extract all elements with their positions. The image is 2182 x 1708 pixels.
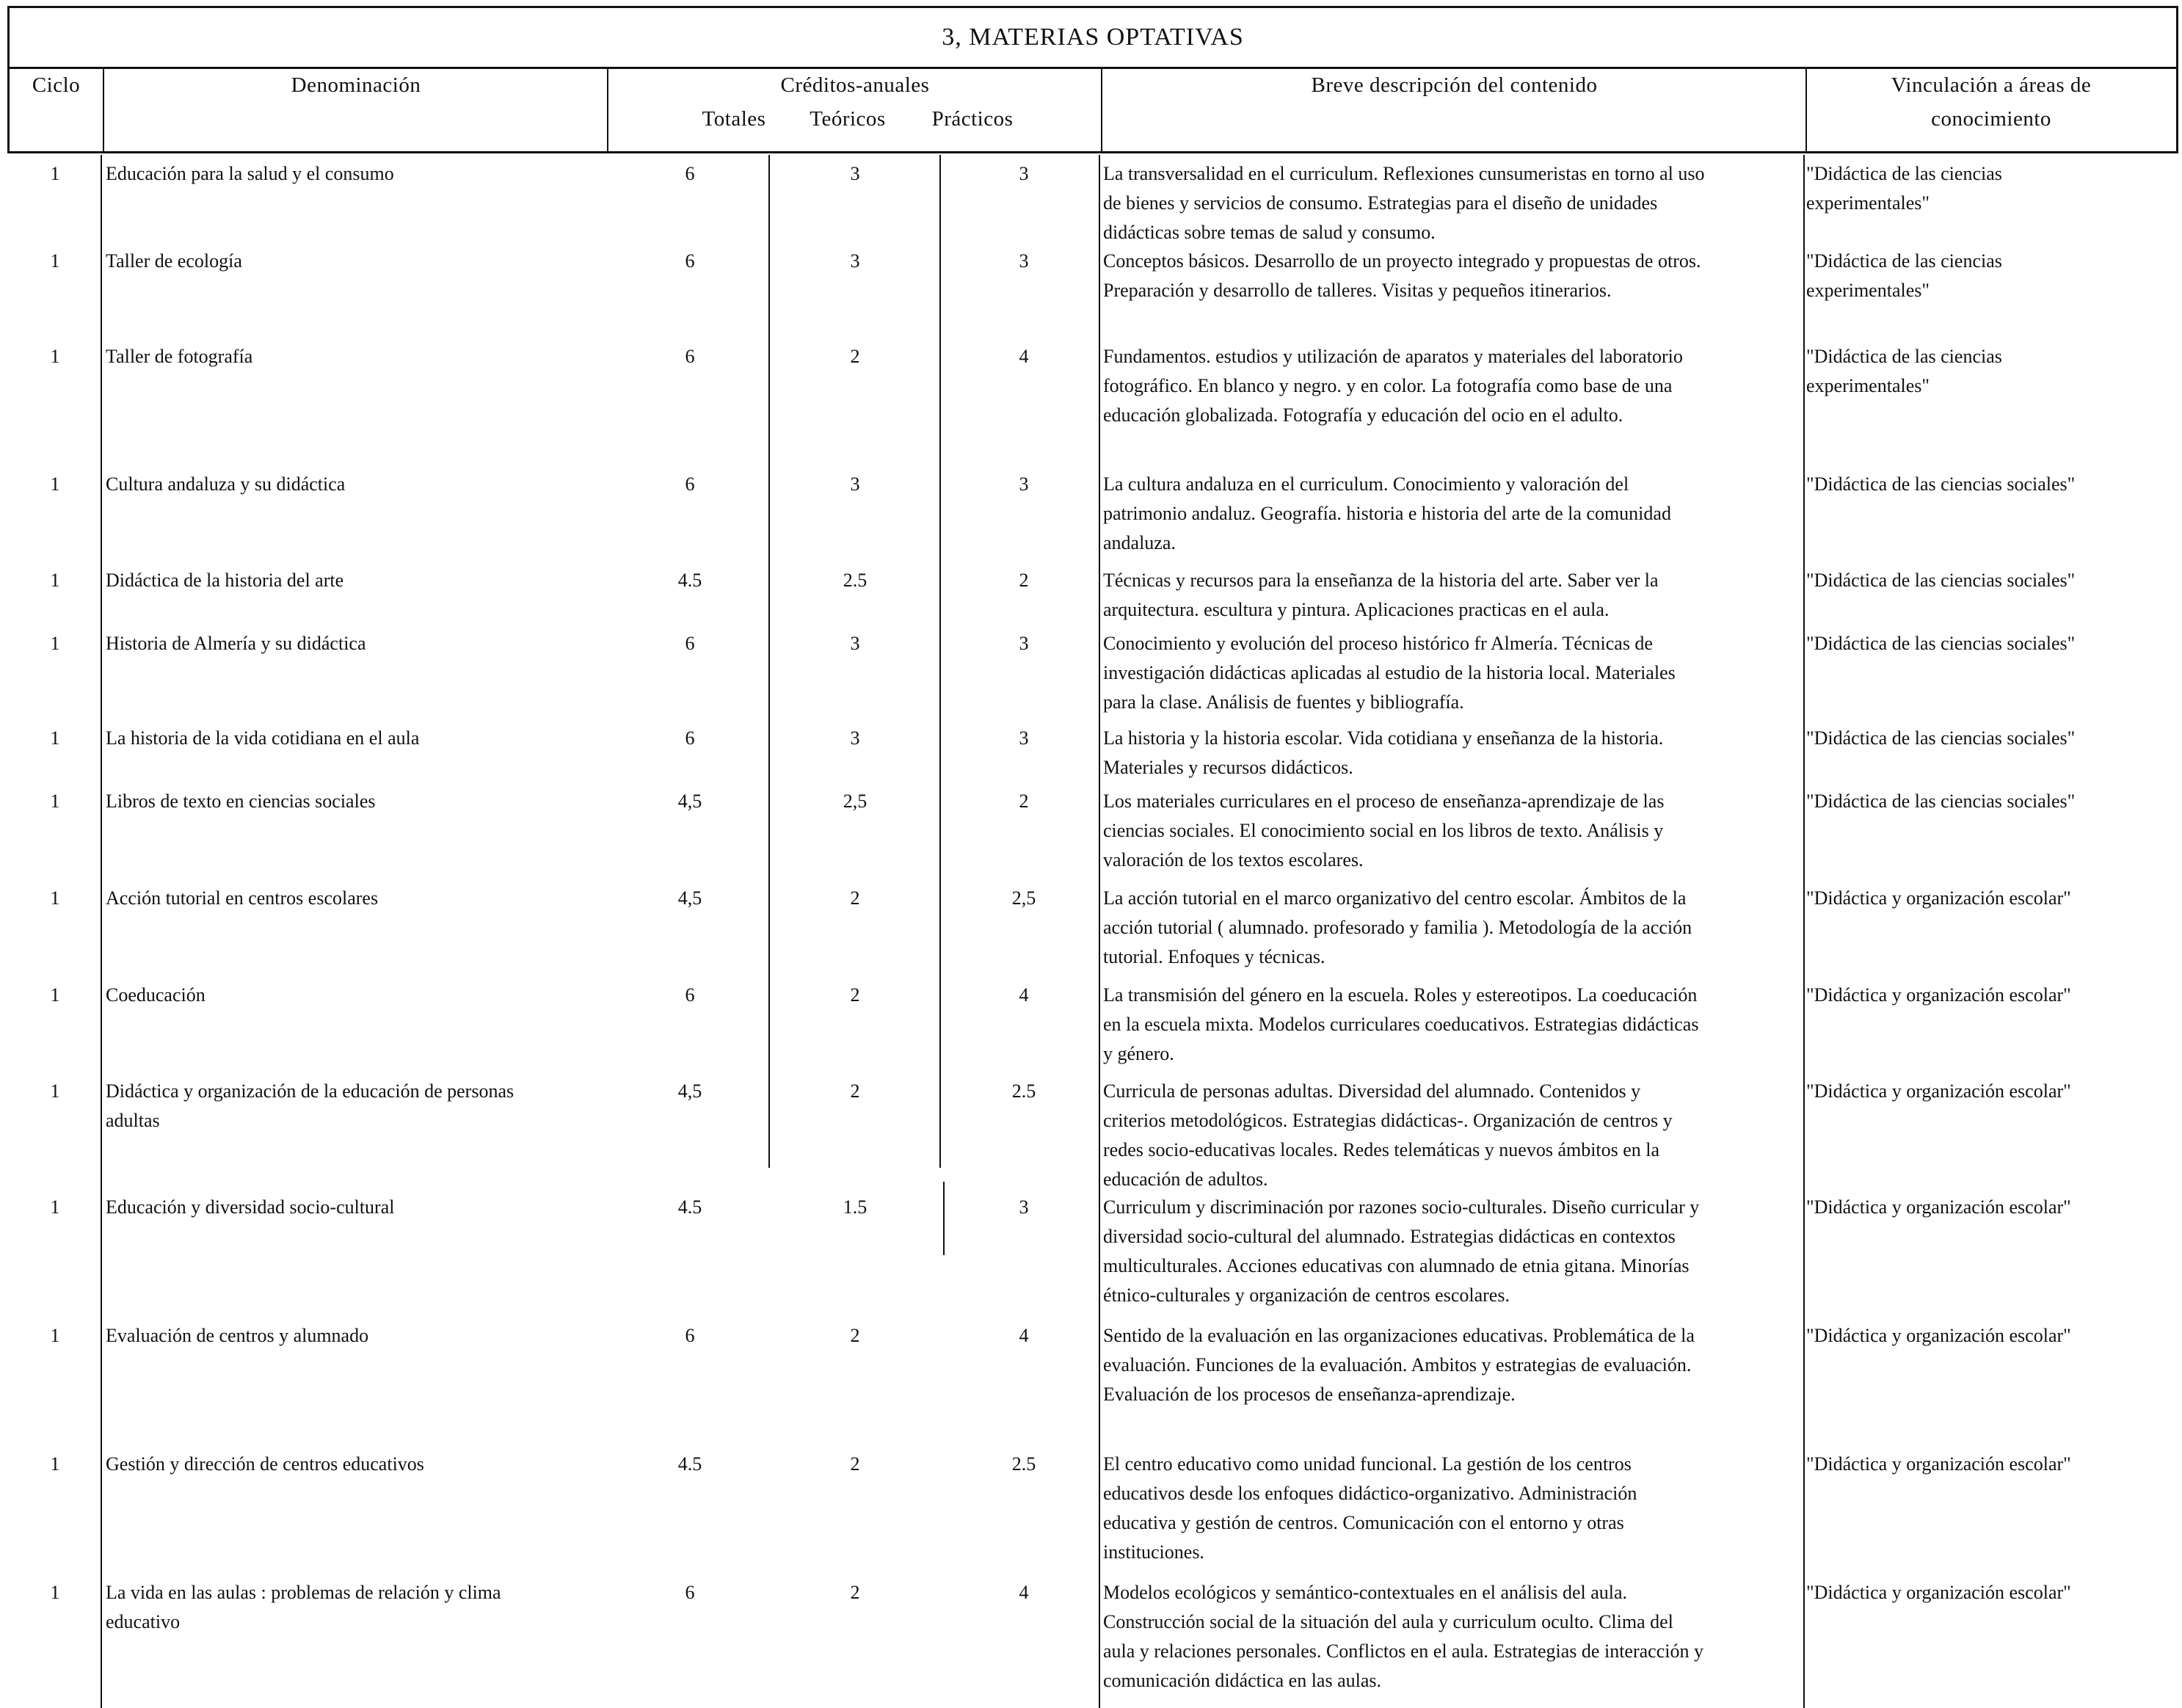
cell-totales: 6 bbox=[685, 727, 695, 749]
cell-ciclo: 1 bbox=[50, 1325, 60, 1346]
cell-teoricos: 2.5 bbox=[843, 570, 868, 591]
cell-vinculacion: "Didáctica de las ciencias sociales" bbox=[1806, 570, 2076, 591]
cell-descripcion: Curricula de personas adultas. Diversidad del alumnado. Contenidos y bbox=[1103, 1080, 1641, 1102]
header-divider bbox=[1805, 68, 1807, 152]
cell-descripcion: Sentido de la evaluación en las organizaciones educativas. Problemática de la bbox=[1103, 1325, 1695, 1346]
cell-teoricos: 2 bbox=[850, 1582, 860, 1603]
cell-ciclo: 1 bbox=[50, 473, 60, 495]
cell-practicos: 4 bbox=[1019, 1325, 1029, 1346]
cell-ciclo: 1 bbox=[50, 887, 60, 909]
cell-denominacion: Gestión y dirección de centros educativos bbox=[106, 1453, 424, 1475]
cell-practicos: 2 bbox=[1019, 570, 1029, 591]
cell-descripcion: La acción tutorial en el marco organizativo del centro escolar. Ámbitos de la bbox=[1103, 887, 1687, 909]
cell-descripcion: Curriculum y discriminación por razones socio-culturales. Diseño curricular y bbox=[1103, 1196, 1700, 1218]
cell-vinculacion: experimentales" bbox=[1806, 192, 1930, 214]
cell-teoricos: 2 bbox=[850, 346, 860, 367]
cell-vinculacion: "Didáctica y organización escolar" bbox=[1806, 1582, 2071, 1603]
cell-practicos: 2,5 bbox=[1011, 887, 1036, 909]
cell-descripcion: Conocimiento y evolución del proceso histórico fr Almería. Técnicas de bbox=[1103, 633, 1653, 654]
header-vinculacion: Vinculación a áreas de bbox=[1891, 73, 2092, 97]
cell-ciclo: 1 bbox=[50, 1582, 60, 1603]
cell-descripcion: étnico-culturales y organización de centros escolares. bbox=[1103, 1284, 1510, 1306]
cell-practicos: 3 bbox=[1019, 1196, 1029, 1218]
column-divider bbox=[768, 155, 770, 1168]
column-divider bbox=[1803, 155, 1805, 1708]
cell-descripcion: ciencias sociales. El conocimiento social en los libros de texto. Análisis y bbox=[1103, 820, 1664, 841]
header-ciclo: Ciclo bbox=[32, 73, 81, 97]
cell-ciclo: 1 bbox=[50, 570, 60, 591]
cell-vinculacion: "Didáctica y organización escolar" bbox=[1806, 984, 2071, 1006]
cell-teoricos: 2,5 bbox=[843, 791, 868, 812]
cell-teoricos: 2 bbox=[850, 1325, 860, 1346]
cell-ciclo: 1 bbox=[50, 727, 60, 749]
cell-totales: 4,5 bbox=[677, 887, 702, 909]
cell-descripcion: redes socio-educativas locales. Redes telemáticas y nuevos ámbitos en la bbox=[1103, 1139, 1660, 1160]
cell-teoricos: 2 bbox=[850, 1453, 860, 1475]
cell-descripcion: acción tutorial ( alumnado. profesorado y familia ). Metodología de la acción bbox=[1103, 917, 1692, 938]
cell-descripcion: Materiales y recursos didácticos. bbox=[1103, 757, 1353, 778]
cell-descripcion: fotográfico. En blanco y negro. y en color. La fotografía como base de una bbox=[1103, 375, 1673, 396]
cell-descripcion: La cultura andaluza en el curriculum. Conocimiento y valoración del bbox=[1103, 473, 1629, 495]
cell-descripcion: patrimonio andaluz. Geografía. historia e historia del arte de la comunidad bbox=[1103, 503, 1671, 524]
cell-ciclo: 1 bbox=[50, 250, 60, 272]
cell-practicos: 4 bbox=[1019, 984, 1029, 1006]
header-vinculacion-line2: conocimiento bbox=[1931, 107, 2051, 131]
cell-totales: 4.5 bbox=[677, 1453, 702, 1475]
cell-ciclo: 1 bbox=[50, 1080, 60, 1102]
cell-totales: 4.5 bbox=[677, 570, 702, 591]
column-divider bbox=[939, 155, 941, 1168]
cell-practicos: 3 bbox=[1019, 473, 1029, 495]
cell-vinculacion: "Didáctica y organización escolar" bbox=[1806, 1453, 2071, 1475]
cell-practicos: 4 bbox=[1019, 1582, 1029, 1603]
header-practicos: Prácticos bbox=[931, 107, 1014, 131]
cell-practicos: 4 bbox=[1019, 346, 1029, 367]
cell-denominacion: Coeducación bbox=[106, 984, 206, 1006]
cell-teoricos: 3 bbox=[850, 163, 860, 184]
cell-vinculacion: "Didáctica de las ciencias sociales" bbox=[1806, 791, 2076, 812]
cell-descripcion: arquitectura. escultura y pintura. Aplicaciones practicas en el aula. bbox=[1103, 599, 1610, 620]
cell-teoricos: 2 bbox=[850, 887, 860, 909]
cell-vinculacion: "Didáctica de las ciencias sociales" bbox=[1806, 633, 2076, 654]
cell-descripcion: y género. bbox=[1103, 1043, 1174, 1064]
cell-vinculacion: "Didáctica y organización escolar" bbox=[1806, 1196, 2071, 1218]
cell-ciclo: 1 bbox=[50, 163, 60, 184]
cell-teoricos: 3 bbox=[850, 473, 860, 495]
cell-totales: 6 bbox=[685, 473, 695, 495]
cell-descripcion: educativa y gestión de centros. Comunicación con el entorno y otras bbox=[1103, 1512, 1624, 1533]
cell-descripcion: instituciones. bbox=[1103, 1541, 1204, 1563]
cell-descripcion: Modelos ecológicos y semántico-contextuales en el análisis del aula. bbox=[1103, 1582, 1628, 1603]
cell-totales: 4,5 bbox=[677, 791, 702, 812]
cell-descripcion: tutorial. Enfoques y técnicas. bbox=[1103, 946, 1325, 967]
cell-descripcion: Fundamentos. estudios y utilización de aparatos y materiales del laboratorio bbox=[1103, 346, 1683, 367]
cell-ciclo: 1 bbox=[50, 1453, 60, 1475]
cell-denominacion: Acción tutorial en centros escolares bbox=[106, 887, 379, 909]
cell-practicos: 3 bbox=[1019, 727, 1029, 749]
cell-practicos: 2.5 bbox=[1011, 1453, 1036, 1475]
header-divider bbox=[1101, 68, 1102, 152]
cell-teoricos: 3 bbox=[850, 250, 860, 272]
cell-ciclo: 1 bbox=[50, 346, 60, 367]
cell-descripcion: criterios metodológicos. Estrategias didácticas-. Organización de centros y bbox=[1103, 1110, 1673, 1131]
cell-totales: 6 bbox=[685, 984, 695, 1006]
cell-descripcion: evaluación. Funciones de la evaluación. Ambitos y estrategias de evaluación. bbox=[1103, 1354, 1692, 1376]
cell-vinculacion: "Didáctica de las ciencias sociales" bbox=[1806, 727, 2076, 749]
cell-descripcion: para la clase. Análisis de fuentes y bibliografía. bbox=[1103, 691, 1464, 713]
cell-descripcion: comunicación didáctica en las aulas. bbox=[1103, 1670, 1382, 1691]
header-creditos: Créditos-anuales bbox=[780, 73, 930, 97]
cell-vinculacion: "Didáctica de las ciencias bbox=[1806, 163, 2002, 184]
cell-totales: 6 bbox=[685, 346, 695, 367]
cell-descripcion: didácticas sobre temas de salud y consumo. bbox=[1103, 222, 1436, 243]
cell-vinculacion: "Didáctica de las ciencias bbox=[1806, 346, 2002, 367]
cell-vinculacion: experimentales" bbox=[1806, 375, 1930, 396]
cell-descripcion: de bienes y servicios de consumo. Estrategias para el diseño de unidades bbox=[1103, 192, 1658, 214]
column-divider bbox=[1099, 155, 1100, 1708]
cell-denominacion: Taller de ecología bbox=[106, 250, 242, 272]
cell-teoricos: 2 bbox=[850, 984, 860, 1006]
cell-descripcion: diversidad socio-cultural del alumnado. Estrategias didácticas en contextos bbox=[1103, 1226, 1676, 1247]
cell-practicos: 3 bbox=[1019, 250, 1029, 272]
cell-totales: 6 bbox=[685, 1325, 695, 1346]
table-title: 3, MATERIAS OPTATIVAS bbox=[7, 6, 2178, 69]
cell-vinculacion: "Didáctica y organización escolar" bbox=[1806, 887, 2071, 909]
cell-descripcion: La transmisión del género en la escuela. Roles y estereotipos. La coeducación bbox=[1103, 984, 1698, 1006]
cell-descripcion: multiculturales. Acciones educativas con alumnado de etnia gitana. Minorías bbox=[1103, 1255, 1690, 1276]
cell-practicos: 3 bbox=[1019, 633, 1029, 654]
cell-descripcion: educación globalizada. Fotografía y educación del ocio en el adulto. bbox=[1103, 404, 1623, 426]
cell-denominacion: Didáctica de la historia del arte bbox=[106, 570, 344, 591]
cell-denominacion: Taller de fotografía bbox=[106, 346, 253, 367]
cell-denominacion: Libros de texto en ciencias sociales bbox=[106, 791, 376, 812]
cell-totales: 6 bbox=[685, 250, 695, 272]
cell-ciclo: 1 bbox=[50, 791, 60, 812]
cell-teoricos: 3 bbox=[850, 727, 860, 749]
cell-teoricos: 2 bbox=[850, 1080, 860, 1102]
cell-totales: 4.5 bbox=[677, 1196, 702, 1218]
cell-ciclo: 1 bbox=[50, 633, 60, 654]
cell-denominacion: Cultura andaluza y su didáctica bbox=[106, 473, 346, 495]
cell-descripcion: La historia y la historia escolar. Vida cotidiana y enseñanza de la historia. bbox=[1103, 727, 1664, 749]
cell-teoricos: 3 bbox=[850, 633, 860, 654]
column-divider bbox=[101, 155, 102, 1708]
cell-descripcion: Evaluación de los procesos de enseñanza-aprendizaje. bbox=[1103, 1384, 1516, 1405]
cell-denominacion: Historia de Almería y su didáctica bbox=[106, 633, 366, 654]
cell-totales: 6 bbox=[685, 633, 695, 654]
cell-denominacion: educativo bbox=[106, 1611, 181, 1632]
cell-practicos: 2 bbox=[1019, 791, 1029, 812]
cell-totales: 6 bbox=[685, 1582, 695, 1603]
cell-denominacion: adultas bbox=[106, 1110, 160, 1131]
cell-ciclo: 1 bbox=[50, 1196, 60, 1218]
cell-totales: 4,5 bbox=[677, 1080, 702, 1102]
cell-denominacion: Didáctica y organización de la educación de personas bbox=[106, 1080, 514, 1102]
cell-descripcion: valoración de los textos escolares. bbox=[1103, 849, 1364, 871]
table-header bbox=[7, 68, 2178, 153]
cell-descripcion: Los materiales curriculares en el proceso de enseñanza-aprendizaje de las bbox=[1103, 791, 1665, 812]
header-descripcion: Breve descripción del contenido bbox=[1311, 73, 1598, 97]
column-divider bbox=[943, 1182, 945, 1255]
cell-vinculacion: "Didáctica de las ciencias sociales" bbox=[1806, 473, 2076, 495]
cell-descripcion: educativos desde los enfoques didáctico-organizativo. Administración bbox=[1103, 1483, 1637, 1504]
header-divider bbox=[103, 68, 104, 152]
cell-denominacion: La historia de la vida cotidiana en el aula bbox=[106, 727, 420, 749]
header-divider bbox=[607, 68, 608, 152]
cell-denominacion: Evaluación de centros y alumnado bbox=[106, 1325, 369, 1346]
cell-descripcion: investigación didácticas aplicadas al estudio de la historia local. Materiales bbox=[1103, 662, 1676, 683]
cell-descripcion: Conceptos básicos. Desarrollo de un proyecto integrado y propuestas de otros. bbox=[1103, 250, 1701, 272]
cell-descripcion: Construcción social de la situación del aula y curriculum oculto. Clima del bbox=[1103, 1611, 1673, 1632]
cell-descripcion: educación de adultos. bbox=[1103, 1169, 1268, 1190]
cell-vinculacion: "Didáctica y organización escolar" bbox=[1806, 1325, 2071, 1346]
cell-vinculacion: "Didáctica de las ciencias bbox=[1806, 250, 2002, 272]
cell-descripcion: aula y relaciones personales. Conflictos en el aula. Estrategias de interacción y bbox=[1103, 1640, 1703, 1662]
cell-teoricos: 1.5 bbox=[843, 1196, 868, 1218]
cell-denominacion: Educación y diversidad socio-cultural bbox=[106, 1196, 395, 1218]
cell-vinculacion: "Didáctica y organización escolar" bbox=[1806, 1080, 2071, 1102]
cell-descripcion: andaluza. bbox=[1103, 532, 1176, 553]
cell-practicos: 2.5 bbox=[1011, 1080, 1036, 1102]
cell-practicos: 3 bbox=[1019, 163, 1029, 184]
cell-ciclo: 1 bbox=[50, 984, 60, 1006]
cell-descripcion: El centro educativo como unidad funcional. La gestión de los centros bbox=[1103, 1453, 1632, 1475]
cell-totales: 6 bbox=[685, 163, 695, 184]
header-teoricos: Teóricos bbox=[810, 107, 886, 131]
cell-denominacion: Educación para la salud y el consumo bbox=[106, 163, 394, 184]
cell-descripcion: Técnicas y recursos para la enseñanza de la historia del arte. Saber ver la bbox=[1103, 570, 1659, 591]
cell-descripcion: en la escuela mixta. Modelos curriculares coeducativos. Estrategias didácticas bbox=[1103, 1014, 1699, 1035]
cell-denominacion: La vida en las aulas : problemas de relación y clima bbox=[106, 1582, 501, 1603]
cell-vinculacion: experimentales" bbox=[1806, 280, 1930, 301]
cell-descripcion: La transversalidad en el curriculum. Reflexiones cunsumeristas en torno al uso bbox=[1103, 163, 1705, 184]
cell-descripcion: Preparación y desarrollo de talleres. Visitas y pequeños itinerarios. bbox=[1103, 280, 1612, 301]
header-denominacion: Denominación bbox=[291, 73, 421, 97]
header-totales: Totales bbox=[702, 107, 766, 131]
